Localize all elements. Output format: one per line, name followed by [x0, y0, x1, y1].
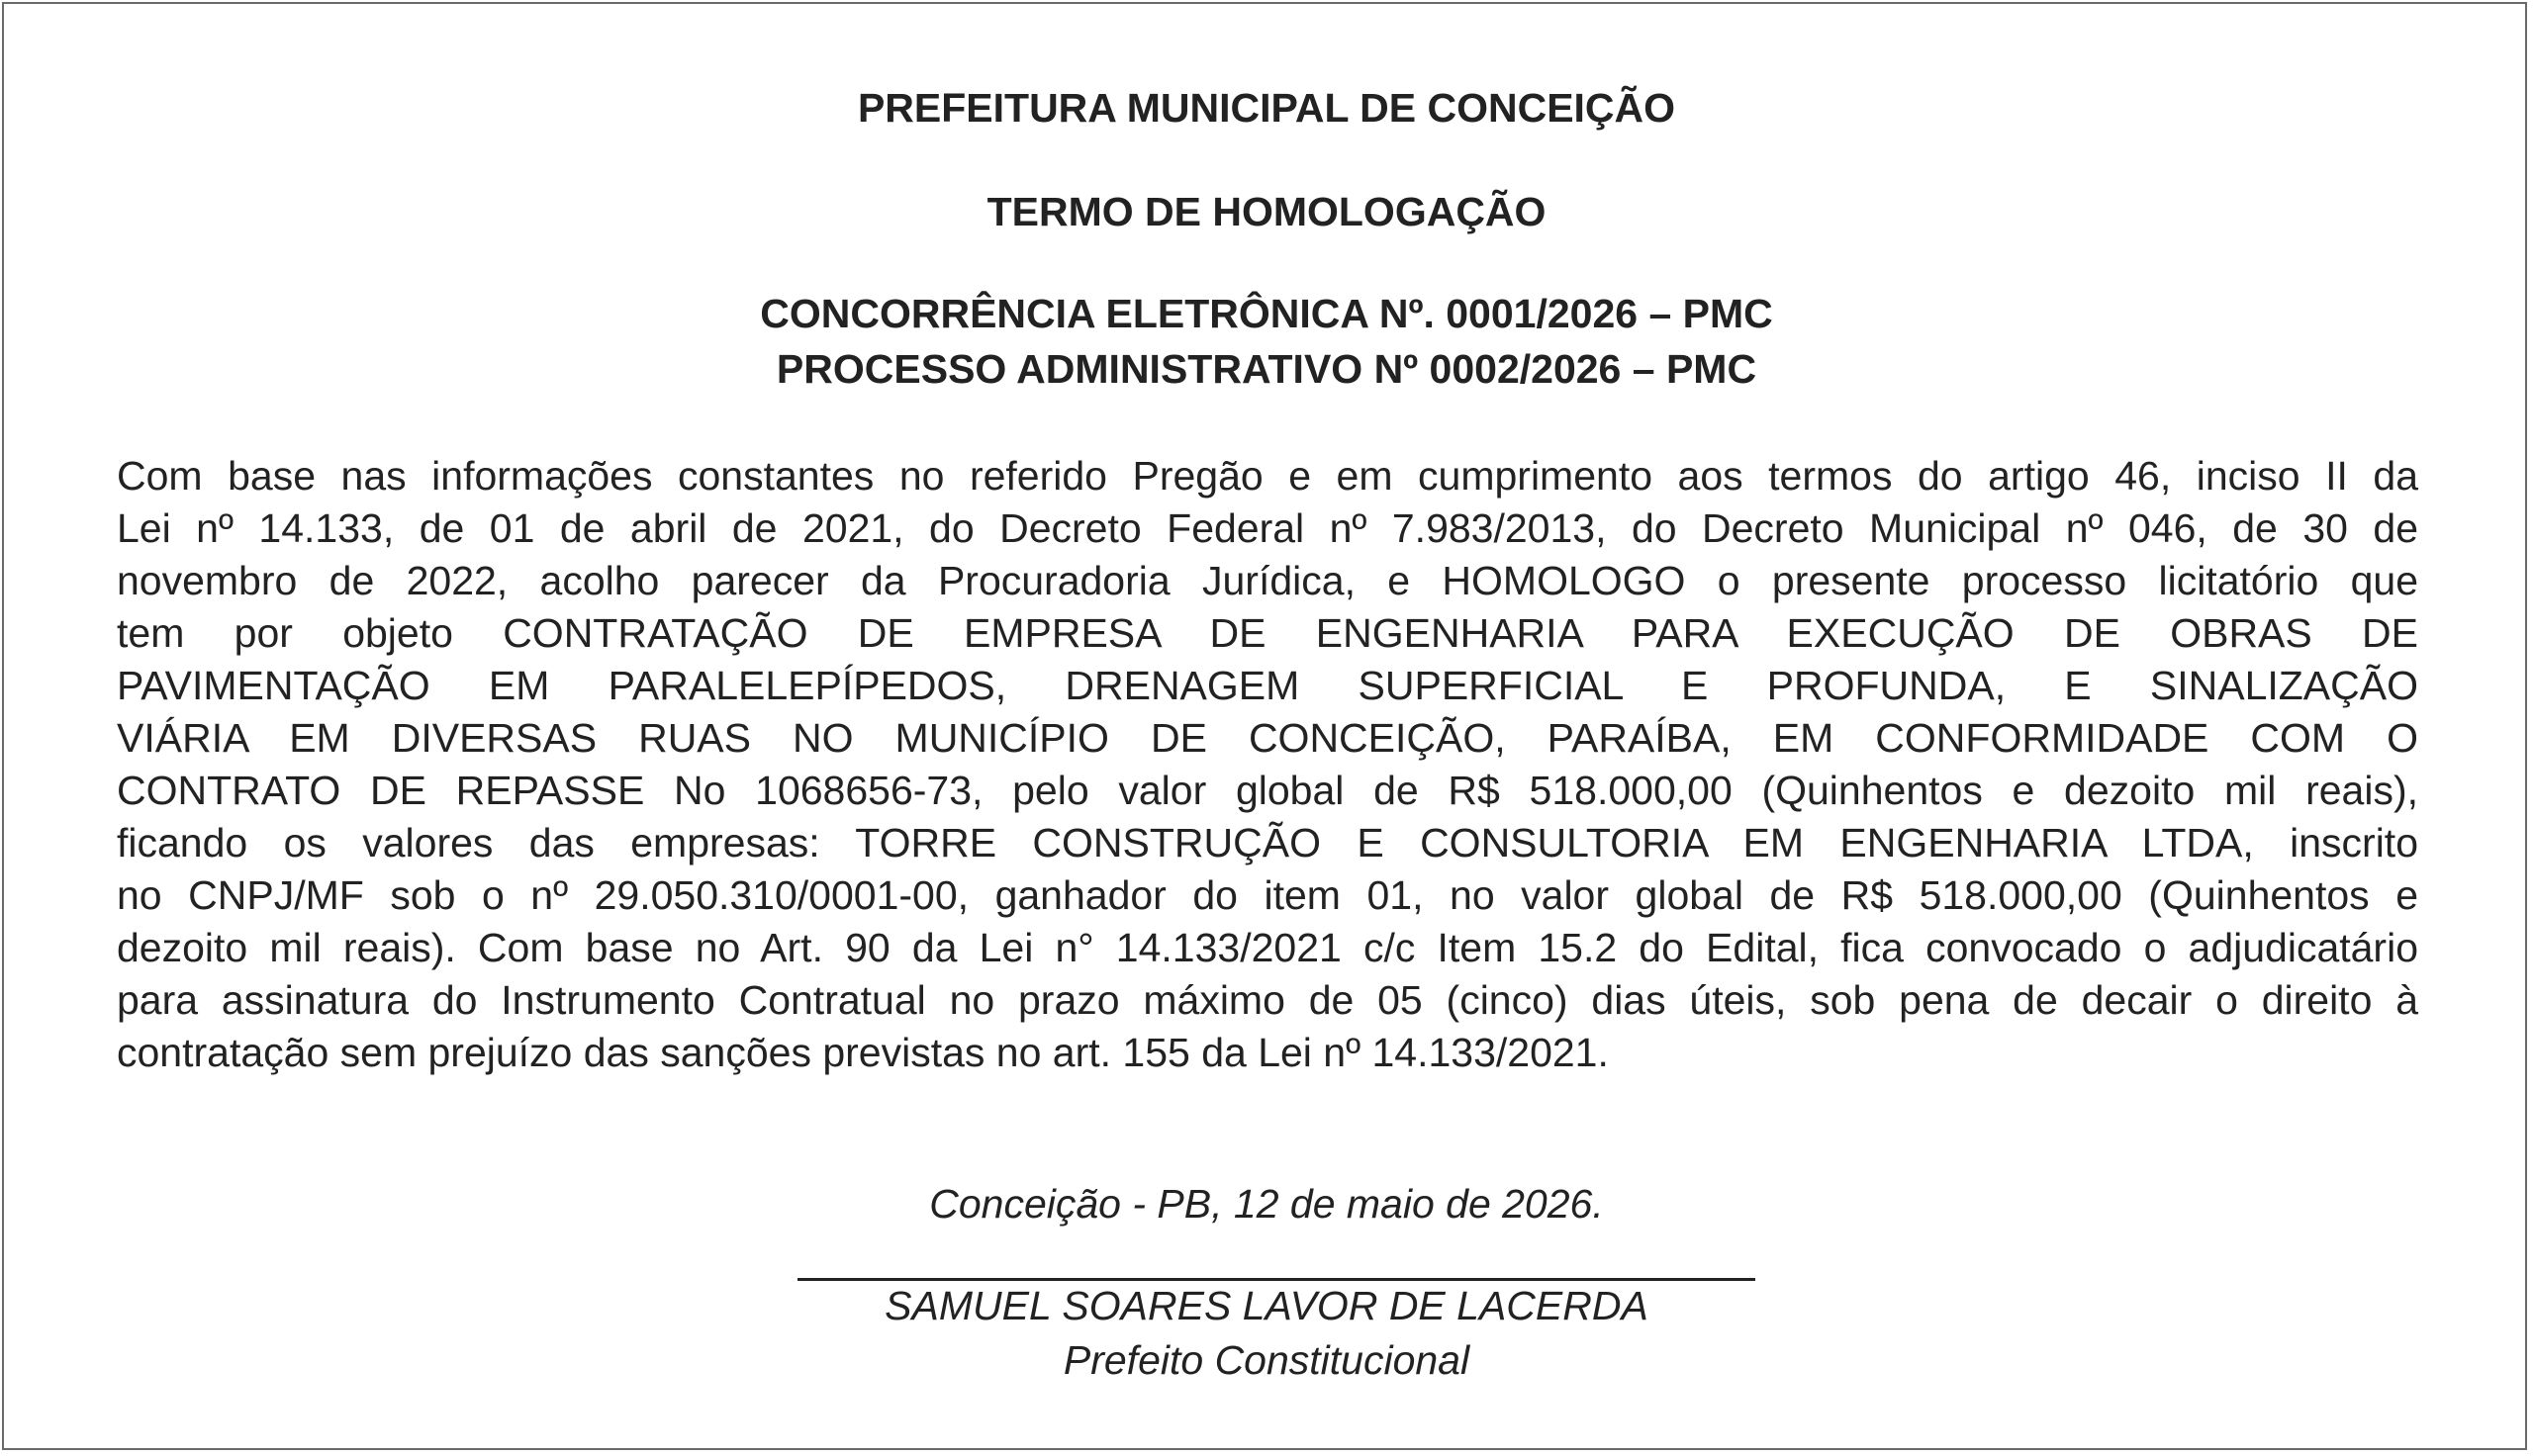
body-line: novembro de 2022, acolho parecer da Procuradoria Jurídica, e HOMOLOGO o presente processo licitatório que [117, 558, 2418, 603]
body-line: Com base nas informações constantes no referido Pregão e em cumprimento aos termos do artigo 46, inciso II da [117, 453, 2418, 499]
place-date: Conceição - PB, 12 de maio de 2026. [929, 1181, 1604, 1227]
body-line: para assinatura do Instrumento Contratual no prazo máximo de 05 (cinco) dias úteis, sob pena de decair o direito à [117, 977, 2418, 1023]
body-line: dezoito mil reais). Com base no Art. 90 da Lei n° 14.133/2021 c/c Item 15.2 do Edital, fica convocado o adjudicatário [117, 925, 2418, 970]
body-line: PAVIMENTAÇÃO EM PARALELEPÍPEDOS, DRENAGEM SUPERFICIAL E PROFUNDA, E SINALIZAÇÃO [117, 663, 2418, 708]
document-title: TERMO DE HOMOLOGAÇÃO [986, 189, 1547, 234]
organization-heading: PREFEITURA MUNICIPAL DE CONCEIÇÃO [857, 85, 1676, 131]
body-line: no CNPJ/MF sob o nº 29.050.310/0001-00, ganhador do item 01, no valor global de R$ 518.000,00 (Quinhentos e [117, 872, 2418, 918]
body-line: tem por objeto CONTRATAÇÃO DE EMPRESA DE ENGENHARIA PARA EXECUÇÃO DE OBRAS DE [117, 610, 2418, 656]
processo-heading: PROCESSO ADMINISTRATIVO Nº 0002/2026 – PMC [776, 346, 1757, 392]
signer-name: SAMUEL SOARES LAVOR DE LACERDA [885, 1283, 1648, 1328]
body-line: Lei nº 14.133, de 01 de abril de 2021, do Decreto Federal nº 7.983/2013, do Decreto Municipal nº 046, de 30 de [117, 505, 2418, 551]
homologation-body [117, 450, 2418, 1079]
concorrencia-heading: CONCORRÊNCIA ELETRÔNICA Nº. 0001/2026 – PMC [760, 291, 1773, 336]
signer-role: Prefeito Constitucional [1063, 1337, 1470, 1383]
body-line: contratação sem prejuízo das sanções previstas no art. 155 da Lei nº 14.133/2021. [117, 1030, 1609, 1075]
body-line: VIÁRIA EM DIVERSAS RUAS NO MUNICÍPIO DE CONCEIÇÃO, PARAÍBA, EM CONFORMIDADE COM O [117, 715, 2418, 761]
body-line: CONTRATO DE REPASSE No 1068656-73, pelo valor global de R$ 518.000,00 (Quinhentos e dezoito mil reais), [117, 768, 2418, 813]
body-line: ficando os valores das empresas: TORRE CONSTRUÇÃO E CONSULTORIA EM ENGENHARIA LTDA, inscrito [117, 820, 2418, 865]
